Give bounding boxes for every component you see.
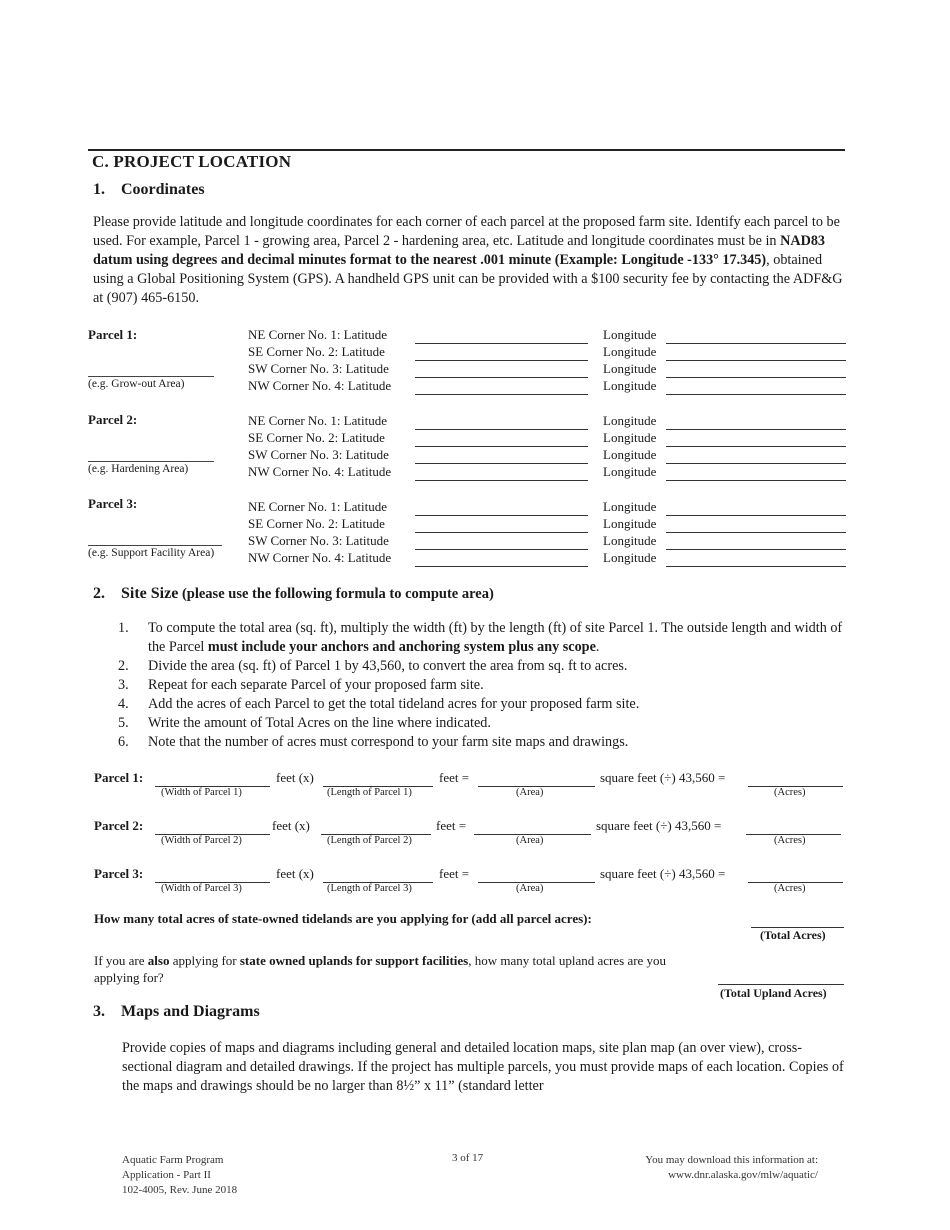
parcel-example: (e.g. Grow-out Area) — [88, 378, 185, 390]
length-caption: (Length of Parcel 1) — [327, 787, 412, 798]
parcel-name-line[interactable] — [88, 461, 214, 462]
length-caption: (Length of Parcel 2) — [327, 835, 412, 846]
longitude-label: Longitude — [603, 516, 657, 531]
parcel-name-line[interactable] — [88, 545, 222, 546]
area-caption: (Area) — [516, 883, 544, 894]
area-caption: (Area) — [516, 835, 544, 846]
latitude-field[interactable] — [415, 377, 588, 378]
list-item: 6. Note that the number of acres must correspond to your farm site maps and drawings. — [118, 734, 629, 750]
footer-download-info — [600, 1153, 818, 1183]
parcel-label: Parcel 3: — [88, 496, 138, 511]
latitude-field[interactable] — [415, 566, 588, 567]
section-title: C. PROJECT LOCATION — [92, 152, 292, 171]
total-acres-question: How many total acres of state-owned tidelands are you applying for (add all parcel acres): — [94, 911, 592, 926]
calc-parcel-label: Parcel 3: — [94, 866, 144, 881]
maps-instructions: Provide copies of maps and diagrams including general and detailed location maps, site plan map (an over view), cross-sectional diagram and detailed drawings. If the project has multiple parcels, you must provide maps of each location. Copies of the maps and drawings should be no larger than 8½” x 11” (standard letter — [122, 1040, 844, 1094]
latitude-field[interactable] — [415, 480, 588, 481]
parcel-example: (e.g. Hardening Area) — [88, 463, 189, 475]
list-item: 1. To compute the total area (sq. ft), multiply the width (ft) by the length (ft) of site Parcel 1. The outside length and width of the Parcel must include your anchors and anchoring system plus any scope. — [118, 620, 843, 655]
longitude-label: Longitude — [603, 533, 657, 548]
footer-download-url[interactable]: www.dnr.alaska.gov/mlw/aquatic/ — [668, 1169, 818, 1181]
maps-heading: 3. Maps and Diagrams — [93, 1003, 260, 1020]
footer-download-text: You may download this information at: — [645, 1154, 818, 1166]
total-acres-caption: (Total Acres) — [760, 928, 826, 942]
longitude-label: Longitude — [603, 361, 657, 376]
site-size-steps — [118, 619, 845, 752]
footer-program-name: Aquatic Farm Program — [122, 1154, 224, 1166]
list-item: 5. Write the amount of Total Acres on the line where indicated. — [118, 715, 491, 731]
feet-times-label: feet (x) — [272, 818, 310, 833]
footer-application-part: Application - Part II — [122, 1169, 211, 1181]
latitude-field[interactable] — [415, 463, 588, 464]
longitude-label: Longitude — [603, 447, 657, 462]
feet-equals-label: feet = — [439, 866, 470, 881]
site-size-heading: 2. Site Size (please use the following formula to compute area) — [93, 585, 494, 602]
feet-times-label: feet (x) — [276, 866, 314, 881]
longitude-field[interactable] — [666, 532, 846, 533]
corner-label: NE Corner No. 1: Latitude — [248, 327, 387, 342]
corner-label: SW Corner No. 3: Latitude — [248, 533, 389, 548]
footer-form-revision: 102-4005, Rev. June 2018 — [122, 1184, 238, 1196]
longitude-field[interactable] — [666, 446, 846, 447]
list-item: 4. Add the acres of each Parcel to get the total tideland acres for your proposed farm site. — [118, 696, 640, 712]
footer-program-info — [122, 1153, 237, 1198]
sqft-divide-label: square feet (÷) 43,560 = — [600, 770, 726, 785]
upland-acres-question: If you are also applying for state owned uplands for support facilities, how many total upland acres are you applying for? — [94, 953, 667, 985]
parcel-name-line[interactable] — [88, 376, 214, 377]
feet-equals-label: feet = — [436, 818, 467, 833]
parcel-label: Parcel 2: — [88, 412, 138, 427]
latitude-field[interactable] — [415, 394, 588, 395]
latitude-field[interactable] — [415, 360, 588, 361]
list-item: 3. Repeat for each separate Parcel of your proposed farm site. — [118, 677, 484, 693]
corner-label: NE Corner No. 1: Latitude — [248, 413, 387, 428]
coordinates-heading: 1. Coordinates — [93, 181, 205, 198]
parcel-label: Parcel 1: — [88, 327, 138, 342]
corner-label: NW Corner No. 4: Latitude — [248, 550, 392, 565]
calc-parcel-label: Parcel 1: — [94, 770, 144, 785]
width-caption: (Width of Parcel 1) — [161, 787, 242, 798]
longitude-field[interactable] — [666, 566, 846, 567]
area-caption: (Area) — [516, 787, 544, 798]
latitude-field[interactable] — [415, 343, 588, 344]
longitude-field[interactable] — [666, 463, 846, 464]
sqft-divide-label: square feet (÷) 43,560 = — [600, 866, 726, 881]
latitude-field[interactable] — [415, 549, 588, 550]
width-caption: (Width of Parcel 3) — [161, 883, 242, 894]
longitude-label: Longitude — [603, 344, 657, 359]
width-caption: (Width of Parcel 2) — [161, 835, 242, 846]
latitude-field[interactable] — [415, 532, 588, 533]
coordinates-instructions: Please provide latitude and longitude coordinates for each corner of each parcel at the proposed farm site. Identify each parcel to be used. For example, Parcel 1 - growing area, Parcel 2 - hardening area, etc. Latitude and longitude coordinates must be in NAD83 datum using degrees and decimal minutes format to the nearest .001 minute (Example: Longitude -133° 17.345), obtained using a Global Positioning System (GPS). A handheld GPS unit can be provided with a $100 security fee by contacting the ADF&G at (907) 465-6150. — [93, 214, 843, 306]
feet-equals-label: feet = — [439, 770, 470, 785]
latitude-field[interactable] — [415, 429, 588, 430]
upland-acres-caption: (Total Upland Acres) — [720, 986, 827, 1000]
feet-times-label: feet (x) — [276, 770, 314, 785]
longitude-label: Longitude — [603, 499, 657, 514]
longitude-label: Longitude — [603, 550, 657, 565]
corner-label: SW Corner No. 3: Latitude — [248, 447, 389, 462]
page-number: 3 of 17 — [452, 1152, 484, 1164]
longitude-field[interactable] — [666, 480, 846, 481]
upland-acres-field[interactable] — [718, 984, 844, 985]
longitude-label: Longitude — [603, 464, 657, 479]
longitude-field[interactable] — [666, 429, 846, 430]
longitude-field[interactable] — [666, 394, 846, 395]
longitude-field[interactable] — [666, 515, 846, 516]
latitude-field[interactable] — [415, 446, 588, 447]
longitude-label: Longitude — [603, 327, 657, 342]
sqft-divide-label: square feet (÷) 43,560 = — [596, 818, 722, 833]
parcel-example: (e.g. Support Facility Area) — [88, 547, 215, 559]
longitude-label: Longitude — [603, 413, 657, 428]
calc-parcel-label: Parcel 2: — [94, 818, 144, 833]
corner-label: SE Corner No. 2: Latitude — [248, 344, 385, 359]
corner-label: NE Corner No. 1: Latitude — [248, 499, 387, 514]
corner-label: SE Corner No. 2: Latitude — [248, 516, 385, 531]
corner-label: NW Corner No. 4: Latitude — [248, 378, 392, 393]
acres-caption: (Acres) — [774, 787, 806, 798]
longitude-field[interactable] — [666, 549, 846, 550]
latitude-field[interactable] — [415, 515, 588, 516]
corner-label: NW Corner No. 4: Latitude — [248, 464, 392, 479]
acres-caption: (Acres) — [774, 883, 806, 894]
longitude-field[interactable] — [666, 343, 846, 344]
section-rule — [88, 149, 845, 151]
longitude-field[interactable] — [666, 360, 846, 361]
list-item: 2. Divide the area (sq. ft) of Parcel 1 by 43,560, to convert the area from sq. ft to acres. — [118, 658, 628, 674]
corner-label: SW Corner No. 3: Latitude — [248, 361, 389, 376]
longitude-label: Longitude — [603, 378, 657, 393]
longitude-field[interactable] — [666, 377, 846, 378]
corner-label: SE Corner No. 2: Latitude — [248, 430, 385, 445]
longitude-label: Longitude — [603, 430, 657, 445]
acres-caption: (Acres) — [774, 835, 806, 846]
length-caption: (Length of Parcel 3) — [327, 883, 412, 894]
